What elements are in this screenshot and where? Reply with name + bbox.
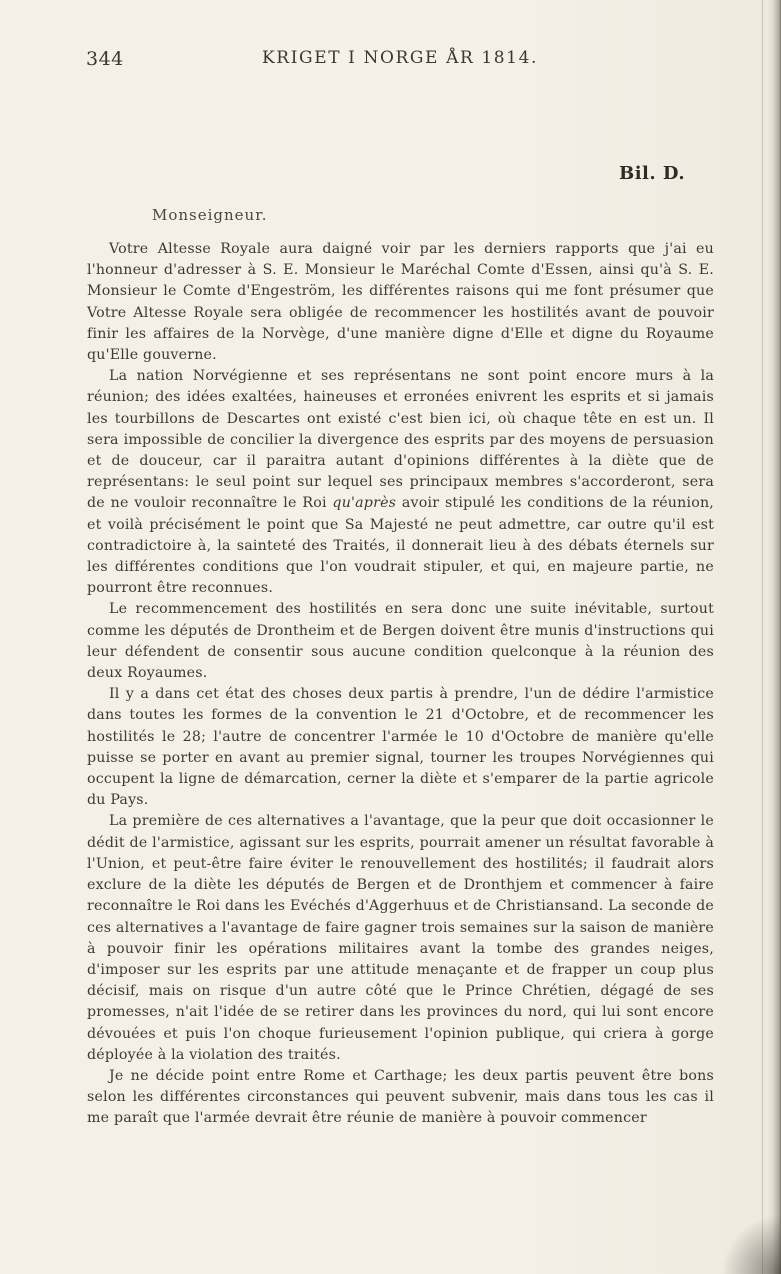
paragraph-2-part-1: La nation Norvégienne et ses représentans ne sont point encore murs à la réunion; des idées exaltées, haineuses et erronées enivrent les esprits et si jamais les tourbillons de Descartes ont existé c'est bien ici, où chaque tête en est un. Il sera impossible de concilier la divergence des esprits par des moyens de persuasion et de douceur, car il paraitra autant d'opinions différentes à la diète que de représentans: le seul point sur lequel ses principaux membres s'accorderont, sera de ne vouloir reconnaître le Roi: [87, 368, 714, 512]
page-corner-shadow: [721, 1214, 781, 1274]
page-number: 344: [86, 48, 124, 70]
salutation: Monseigneur.: [152, 206, 268, 224]
paragraph-4: Il y a dans cet état des choses deux partis à prendre, l'un de dédire l'armistice dans toutes les formes de la convention le 21 d'Octobre, et de recommencer les hostilités le 28; l'autre de concentrer l'armée le 10 d'Octobre de manière qu'elle puisse se porter en avant au premier signal, tourner les troupes Norvégiennes qui occupent la ligne de démarcation, cerner la diète et s'emparer de la partie agricole du Pays.: [87, 686, 714, 809]
paragraph-3: Le recommencement des hostilités en sera donc une suite inévitable, surtout comme les députés de Drontheim et de Bergen doivent être munis d'instructions qui leur défendent de consentir sous aucune condition quelconque à la réunion des deux Royaumes.: [87, 601, 714, 682]
paragraph-5: La première de ces alternatives a l'avantage, que la peur que doit occasionner le dédit de l'armistice, agissant sur les esprits, pourrait amener un résultat favorable à l'Union, et peut-être faire éviter le renouvellement des hostilités; il faudrait alors exclure de la diète les députés de Bergen et de Dronthjem et commencer à faire reconnaître le Roi dans les Evéchés d'Aggerhuus et de Christiansand. La seconde de ces alternatives a l'avantage de faire gagner trois semaines sur la saison de manière à pouvoir finir les opérations militaires avant la tombe des grandes neiges, d'imposer sur les esprits par une attitude menaçante et de frapper un coup plus décisif, mais on risque d'un autre côté que le Prince Chrétien, dégagé de ses promesses, n'ait l'idée de se retirer dans les provinces du nord, qui lui sont encore dévouées et puis l'on choque furieusement l'opinion publique, qui criera à gorge déployée à la violation des traités.: [87, 813, 714, 1063]
page-edge-line: [762, 0, 763, 1274]
running-header: [86, 48, 716, 72]
paragraph-2-emphasis: qu'après: [332, 495, 397, 512]
paragraph-2: [87, 366, 714, 599]
appendix-label: Bil. D.: [619, 163, 686, 184]
letter-body: [87, 239, 714, 1130]
paragraph-1: Votre Altesse Royale aura daigné voir par les derniers rapports que j'ai eu l'honneur d'adresser à S. E. Monsieur le Maréchal Comte d'Essen, ainsi qu'à S. E. Monsieur le Comte d'Engeström, les différentes raisons qui me font présumer que Votre Altesse Royale sera obligée de recommencer les hostilités avant de pouvoir finir les affaires de la Norvège, d'une manière digne d'Elle et digne du Royaume qu'Elle gouverne.: [87, 241, 714, 364]
running-title: KRIGET I NORGE ÅR 1814.: [262, 48, 539, 68]
paragraph-6: Je ne décide point entre Rome et Carthage; les deux partis peuvent être bons selon les différentes circonstances qui peuvent subvenir, mais dans tous les cas il me paraît que l'armée devrait être réunie de manière à pouvoir commencer: [87, 1067, 714, 1127]
page-edge-shadow: [767, 0, 781, 1274]
paragraph-2-part-2: avoir stipulé les conditions de la réunion, et voilà précisément le point que Sa Majesté ne peut admettre, car outre qu'il est contradictoire à, la sainteté des Traités, il donnerait lieu à des débats éternels sur les différentes conditions que l'on voudrait stipuler, et qui, en majeure partie, ne pourront être reconnues.: [87, 495, 715, 597]
